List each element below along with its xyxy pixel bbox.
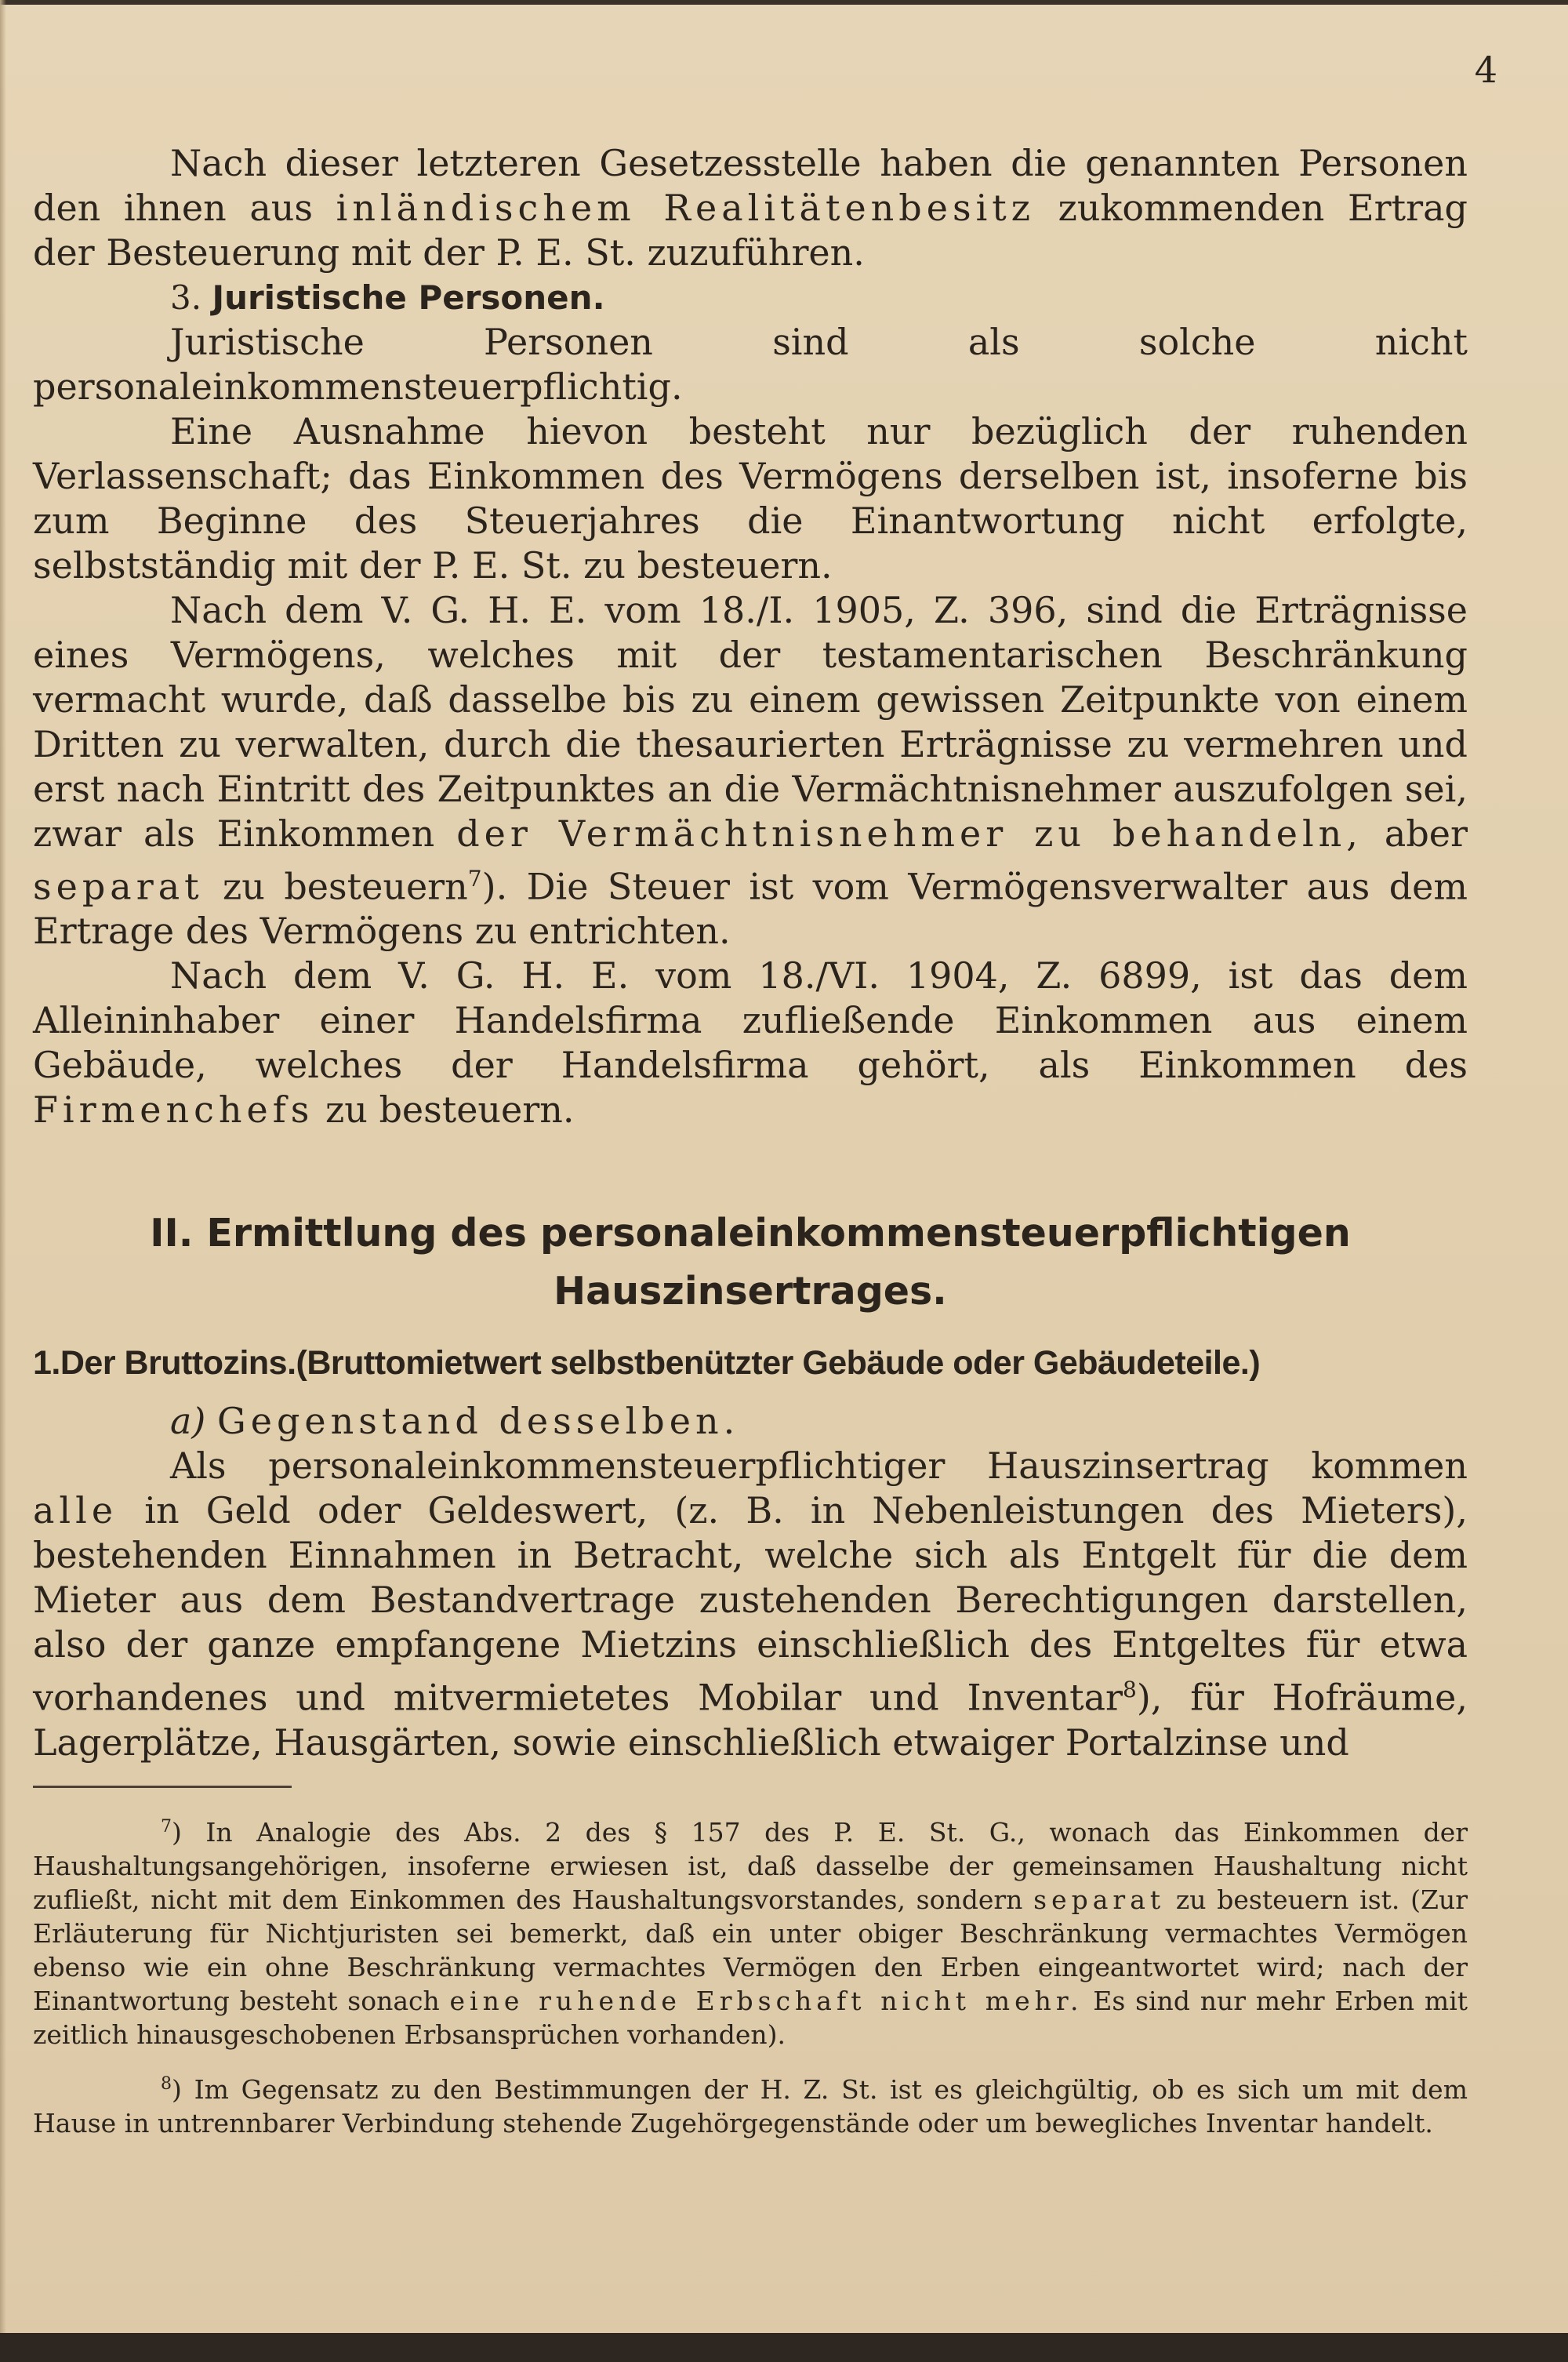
page-top-edge — [0, 0, 1568, 5]
paragraph-5-text-a: Nach dem V. G. H. E. vom 18./VI. 1904, Z. 6899, ist das dem Alleininhaber einer Handelsfirma zufließende Einkommen aus einem Gebäude, welches der Handelsfirma gehört, als Einkommen des — [33, 954, 1468, 1087]
footnote-8-text: ) Im Gegensatz zu den Bestimmungen der H. Z. St. ist es gleichgültig, ob es sich um mit dem Hause in untrennbarer Verbindung stehende Zugehörgegenstände oder um bewegliches Inventar handelt. — [33, 2073, 1468, 2139]
emphasis-alle: alle — [33, 1489, 118, 1532]
paragraph-4-text-f: ). Die Steuer ist vom Vermögensverwalter aus dem Ertrage des Vermögens zu entrichten. — [33, 865, 1468, 953]
paragraph-5-text-c: zu besteuern. — [314, 1088, 575, 1132]
subheading-1-label: 1.Der Bruttozins. — [33, 1344, 296, 1383]
paragraph-2: Juristische Personen sind als solche nicht personaleinkommensteuerpflichtig. — [33, 321, 1468, 408]
section-3-title: Juristische Personen. — [212, 278, 605, 317]
subsection-a-title: Gegenstand desselben. — [217, 1400, 740, 1443]
footnote-7-text-e: Es sind nur mehr Erben mit zeitlich hinausgeschobenen Erbsansprüchen vorhanden). — [33, 1985, 1468, 2050]
paragraph-1 — [33, 141, 1468, 275]
paragraph-1-text-a: Nach dieser letzteren Gesetzesstelle haben die genannten Personen den ihnen aus — [33, 142, 1468, 229]
footnotes — [33, 1810, 1468, 2140]
paragraph-6-text-d: ), für Hofräume, Lagerplätze, Hausgärten, sowie einschließlich etwaiger Portalzinse und — [33, 1676, 1468, 1764]
footnote-7-text-c: zu besteuern ist. (Zur Erläuterung für Nichtjuristen sei bemerkt, daß ein unter obiger Beschränkung vermachtes Vermögen ebenso wie ein ohne Beschränkung vermachtes Vermögen den Erben eingeantwortet wird; nach der Einantwortung besteht sonach — [33, 1884, 1468, 2016]
page-body — [33, 141, 1468, 2140]
footnote-7 — [33, 1810, 1468, 2051]
subsection-a-heading — [33, 1399, 1468, 1444]
paragraph-6-text-c: in Geld oder Geldeswert, (z. B. in Nebenleistungen des Mieters), bestehenden Einnahmen in Betracht, welche sich als Entgelt für die dem Mieter aus dem Bestandvertrage zustehenden Berechtigungen darstellen, also der ganze empfangene Mietzins einschließlich des Entgeltes für etwa vorhandenes und mitvermietetes Mobilar und Inventar — [33, 1489, 1468, 1719]
footnote-8 — [33, 2067, 1468, 2140]
chapter-II-heading — [33, 1205, 1468, 1321]
page-bottom-edge — [0, 2333, 1568, 2362]
paragraph-3: Eine Ausnahme hievon besteht nur bezüglich der ruhenden Verlassenschaft; das Einkommen des Vermögens derselben ist, insoferne bis zum Beginne des Steuerjahres die Einantwortung nicht erfolgte, selbstständig mit der P. E. St. zu besteuern. — [33, 410, 1468, 587]
page-left-shadow — [0, 0, 6, 2333]
footnote-7-emphasis-ruhende-erbschaft: eine ruhende Erbschaft nicht mehr. — [449, 1985, 1083, 2016]
footnote-8-mark: 8 — [161, 2073, 172, 2094]
subheading-1-parenthetical: (Bruttomietwert selbstbenützter Gebäude oder Gebäudeteile.) — [296, 1344, 1261, 1383]
paragraph-4-text-a: Nach dem V. G. H. E. vom 18./I. 1905, Z. 396, sind die Erträgnisse eines Vermögens, welches mit der testamentarischen Beschränkung vermacht wurde, daß dasselbe bis zu einem gewissen Zeitpunkte von einem Dritten zu verwalten, durch die thesaurierten Erträgnisse zu vermehren und erst nach Eintritt des Zeitpunktes an die Vermächtnisnehmer auszufolgen sei, zwar als Einkommen — [33, 589, 1468, 855]
subheading-1 — [33, 1339, 1468, 1386]
chapter-II-number: II. — [150, 1211, 194, 1256]
paragraph-6-text-a: Als personaleinkommensteuerpflichtiger Hauszinsertrag kommen — [170, 1444, 1468, 1488]
paragraph-6 — [33, 1444, 1468, 1764]
paragraph-4-text-c: aber — [1362, 812, 1468, 855]
emphasis-separat: separat — [33, 865, 204, 908]
footnote-7-emphasis-separat: separat — [1033, 1884, 1166, 1915]
paragraph-5 — [33, 954, 1468, 1132]
footnote-separator — [33, 1786, 292, 1788]
page-number: 4 — [1474, 49, 1497, 91]
footnote-7-mark: 7 — [161, 1816, 172, 1837]
section-3-heading — [33, 275, 1468, 320]
footnote-gap — [33, 2051, 1468, 2067]
emphasis-inlaendischem-realitaetenbesitz: inländischem Realitätenbesitz — [336, 187, 1035, 229]
paragraph-1-text-c: zukommenden Ertrag der Besteuerung mit der P. E. St. zuzuführen. — [33, 187, 1468, 274]
emphasis-firmenchefs: Firmenchefs — [33, 1088, 314, 1132]
chapter-II-title: Ermittlung des personaleinkommensteuerpflichtigen Hauszinsertrages. — [206, 1211, 1351, 1314]
footnote-ref-8[interactable]: 8 — [1123, 1677, 1137, 1703]
paragraph-4-text-e: zu besteuern — [203, 865, 468, 908]
emphasis-vermaechtnisnehmer: der Vermächtnisnehmer zu behandeln, — [456, 812, 1363, 855]
subsection-a-letter: a) — [170, 1400, 206, 1443]
paragraph-4 — [33, 588, 1468, 954]
footnote-7-text-a: ) In Analogie des Abs. 2 des § 157 des P. E. St. G., wonach das Einkommen der Haushaltungsangehörigen, insoferne erwiesen ist, daß dasselbe der gemeinsamen Haushaltung nicht zufließt, nicht mit dem Einkommen des Haushaltungsvorstandes, sondern — [33, 1816, 1468, 1915]
footnote-ref-7[interactable]: 7 — [467, 866, 482, 892]
section-3-number: 3. — [170, 278, 202, 317]
